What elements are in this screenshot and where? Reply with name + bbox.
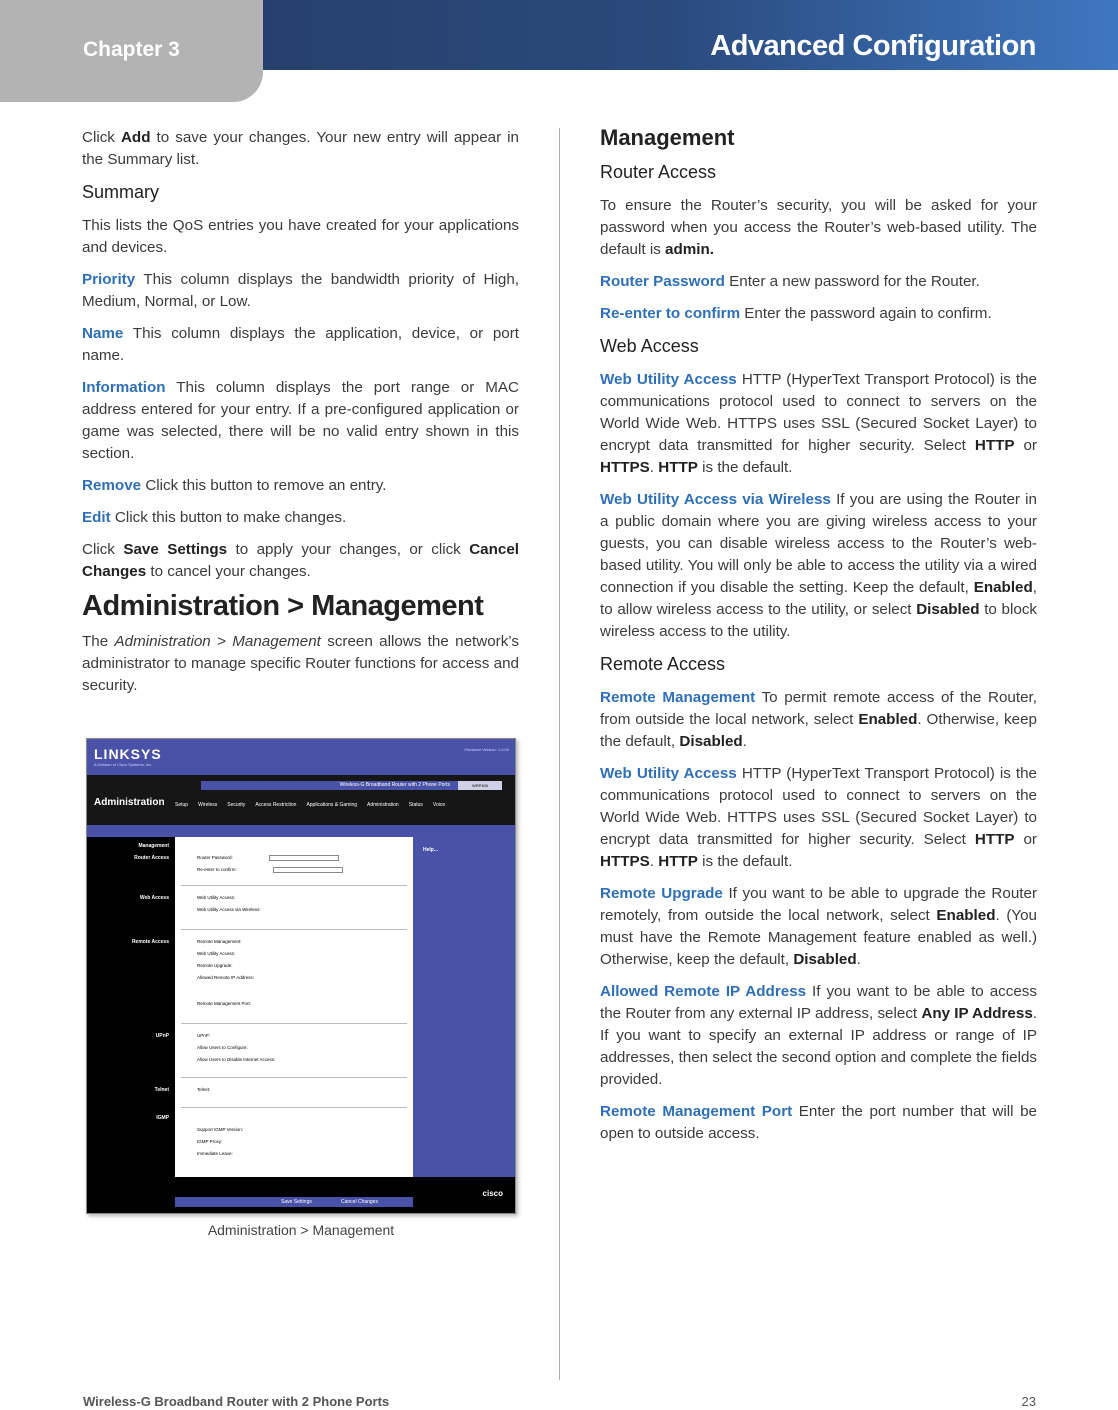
setting-row: Allow Users to Configure: (197, 1045, 248, 1050)
password-field (269, 855, 339, 861)
nav-tabs (175, 802, 455, 808)
remote-access-heading: Remote Access (600, 654, 726, 674)
product-name: Wireless-G Broadband Router with 2 Phone Ports (201, 781, 458, 790)
setting-row: Remote Management: (197, 939, 242, 944)
side-label: Router Access (134, 855, 169, 861)
priority-term: Priority (82, 271, 136, 288)
save-settings-button: Save Settings (281, 1199, 312, 1205)
setting-row: Remote Management Port: (197, 1001, 252, 1006)
tab: Applications & Gaming (306, 802, 358, 808)
text: This column displays the application, device, or port name. (82, 325, 519, 364)
text: If you want to be able to access the Router from any external IP address, select (600, 983, 1037, 1022)
setting-row: Remote Upgrade: (197, 963, 233, 968)
text: Enter the password again to confirm. (740, 305, 992, 322)
tab: Administration (367, 802, 399, 808)
side-label: Telnet (154, 1087, 169, 1093)
setting-row: Immediate Leave: (197, 1151, 233, 1156)
side-label: Management (138, 843, 169, 849)
text: The (82, 633, 115, 650)
save-paragraph (82, 539, 519, 583)
text: , to allow wireless access to the utility, or select (600, 579, 1037, 618)
edit-term: Edit (82, 509, 111, 526)
bold-text: Disabled (916, 601, 980, 618)
side-label: Web Access (139, 895, 169, 901)
bold-text: HTTPS (600, 853, 650, 870)
text: Enter the port number that will be open to outside access. (600, 1103, 1037, 1142)
remote-port-item (600, 1101, 1037, 1145)
button-bar (175, 1197, 413, 1207)
sub-tabs-bar (87, 825, 515, 837)
tab: Access Restriction (255, 802, 297, 808)
right-column (600, 127, 1037, 1155)
chapter-label: Chapter 3 (83, 38, 180, 61)
text: is the default. (697, 459, 793, 476)
router-password-term: Router Password (600, 273, 725, 290)
text: Click (82, 129, 121, 146)
cancel-changes-term: Cancel Changes (82, 541, 520, 580)
text: To ensure the Router’s security, you will be asked for your password when you access the Router’s web-based utility. The default is (600, 197, 1037, 258)
text: to save your changes. Your new entry will appear in the Summary list. (82, 129, 520, 168)
name-item (82, 323, 519, 367)
admin-heading: Administration > Management (82, 590, 484, 622)
web-access-heading: Web Access (600, 336, 699, 356)
divider (181, 1107, 407, 1108)
web-utility-item (600, 369, 1037, 479)
setting-row: Web Utility Access: (197, 895, 236, 900)
reenter-term: Re-enter to confirm (600, 305, 741, 322)
remote-upgrade-item (600, 883, 1037, 971)
text: Enter a new password for the Router. (724, 273, 980, 290)
text: to block wireless access to the utility. (600, 601, 1038, 640)
allowed-ip-item (600, 981, 1037, 1091)
text: screen allows the network’s administrator to manage specific Router functions for access and security. (82, 633, 519, 694)
management-heading: Management (600, 125, 735, 150)
admin-text (82, 631, 519, 697)
firmware-version: Firmware Version: 1.0.00 (464, 747, 509, 752)
text: . (You must have the Remote Management feature enabled as well.) Otherwise, keep the default, (600, 907, 1038, 968)
admin-management-screenshot (86, 738, 516, 1214)
screenshot-body (87, 837, 516, 1177)
web-wireless-item (600, 489, 1037, 643)
bold-text: HTTPS (600, 459, 650, 476)
edit-item (82, 507, 519, 529)
bold-text: HTTP (974, 437, 1015, 454)
text: To permit remote access of the Router, from outside the local network, select (600, 689, 1037, 728)
cancel-changes-button: Cancel Changes (341, 1199, 378, 1205)
text: . If you want to specify an external IP address or range of IP addresses, then select the second option and complete the fields provided. (600, 1005, 1038, 1088)
divider (181, 885, 407, 886)
help-panel (413, 837, 516, 1177)
text: Click this button to remove an entry. (141, 477, 387, 494)
side-label: Remote Access (131, 939, 169, 945)
router-access-text (600, 195, 1037, 261)
tab: Setup (175, 802, 189, 808)
save-settings-term: Save Settings (123, 541, 228, 558)
text: . (649, 459, 659, 476)
side-label: UPnP (155, 1033, 169, 1039)
bold-text: Disabled (793, 951, 857, 968)
setting-label: Router Password: (197, 855, 233, 861)
help-link: Help... (423, 847, 439, 853)
setting-row: Allowed Remote IP Address: (197, 975, 254, 980)
bold-text: Any IP Address (921, 1005, 1033, 1022)
priority-item (82, 269, 519, 313)
text: . Otherwise, keep the default, (600, 711, 1037, 750)
setting-row: IGMP Proxy: (197, 1139, 223, 1144)
setting-row: Web Utility Access: (197, 951, 236, 956)
text: If you want to be able to upgrade the Router remotely, from outside the local network, select (600, 885, 1038, 924)
bold-text: HTTP (974, 831, 1015, 848)
linksys-nav (87, 775, 515, 825)
remote-mgmt-term: Remote Management (600, 689, 756, 706)
setting-row: UPnP: (197, 1033, 211, 1038)
setting-row: Web Utility Access via Wireless: (197, 907, 261, 912)
remote-upgrade-term: Remote Upgrade (600, 885, 723, 902)
text: HTTP (HyperText Transport Protocol) is the communications protocol used to connect to servers on the World Wide Web. HTTPS uses SSL (Secured Socket Layer) to encrypt data transmitted for higher security. Select (600, 371, 1037, 454)
setting-label: Re-enter to confirm: (197, 867, 237, 873)
text: . (742, 733, 747, 750)
screenshot-bottom-bar (87, 1177, 516, 1214)
remote-web-term: Web Utility Access (600, 765, 737, 782)
text: Click (82, 541, 124, 558)
divider (181, 1077, 407, 1078)
bold-text: Disabled (679, 733, 743, 750)
linksys-top-bar (87, 739, 515, 775)
setting-row: Support IGMP Version: (197, 1127, 243, 1132)
section-title: Advanced Configuration (710, 30, 1036, 62)
router-access-heading: Router Access (600, 162, 717, 182)
remote-mgmt-item (600, 687, 1037, 753)
text: is the default. (697, 853, 793, 870)
section-name: Administration (94, 797, 165, 808)
default-password: admin. (665, 241, 714, 258)
remove-item (82, 475, 519, 497)
add-paragraph (82, 127, 519, 171)
setting-row: Allow Users to Disable Internet Access: (197, 1057, 276, 1062)
web-utility-term: Web Utility Access (600, 371, 737, 388)
tab: Voice (432, 802, 446, 808)
remove-term: Remove (82, 477, 142, 494)
cisco-logo: cisco (482, 1189, 503, 1198)
bold-text: HTTP (658, 853, 698, 870)
text: to apply your changes, or click (227, 541, 470, 558)
side-panel (87, 837, 175, 1177)
summary-heading: Summary (82, 182, 160, 202)
text: HTTP (HyperText Transport Protocol) is the communications protocol used to connect to servers on the World Wide Web. HTTPS uses SSL (Secured Socket Layer) to encrypt data transmitted for higher security. Select (600, 765, 1037, 848)
page-number: 23 (1021, 1394, 1036, 1409)
setting-row (197, 855, 339, 861)
tab: Security (227, 802, 246, 808)
linksys-logo: LINKSYS (94, 746, 162, 762)
bold-text: Enabled (858, 711, 918, 728)
remote-web-item (600, 763, 1037, 873)
text: or (1014, 831, 1037, 848)
text: Click this button to make changes. (110, 509, 347, 526)
name-term: Name (82, 325, 124, 342)
web-wireless-term: Web Utility Access via Wireless (600, 491, 831, 508)
summary-text: This lists the QoS entries you have created for your applications and devices. (82, 217, 519, 256)
text: This column displays the bandwidth priority of High, Medium, Normal, or Low. (82, 271, 519, 310)
left-column (82, 127, 519, 707)
side-label: IGMP (156, 1115, 169, 1121)
text: . (649, 853, 659, 870)
allowed-ip-term: Allowed Remote IP Address (600, 983, 807, 1000)
model-number: WRP400 (458, 781, 502, 790)
text: This column displays the port range or MAC address entered for your entry. If a pre-configured application or game was selected, there will be no valid entry shown in this section. (82, 379, 519, 462)
bold-text: HTTP (658, 459, 698, 476)
bold-text: Enabled (936, 907, 996, 924)
remote-port-term: Remote Management Port (600, 1103, 793, 1120)
tab: Status (408, 802, 423, 808)
divider (181, 1023, 407, 1024)
tab: Wireless (198, 802, 218, 808)
router-password-item (600, 271, 1037, 293)
text: to cancel your changes. (146, 563, 311, 580)
add-term: Add (120, 129, 151, 146)
bold-text: Enabled (973, 579, 1033, 596)
setting-row: Telnet: (197, 1087, 211, 1092)
information-item (82, 377, 519, 465)
text: . (856, 951, 861, 968)
setting-row (197, 867, 343, 873)
linksys-sub: A Division of Cisco Systems, Inc. (94, 762, 153, 767)
reenter-item (600, 303, 1037, 325)
admin-italic: Administration > Management (114, 633, 321, 650)
column-divider (559, 128, 560, 1380)
settings-panel (175, 837, 413, 1177)
footer-product: Wireless-G Broadband Router with 2 Phone Ports (83, 1394, 390, 1409)
screenshot-caption: Administration > Management (207, 1222, 395, 1238)
text: or (1014, 437, 1037, 454)
information-term: Information (82, 379, 166, 396)
password-field (273, 867, 343, 873)
divider (181, 929, 407, 930)
text: If you are using the Router in a public domain where you are giving wireless access to your guests, you can disable wireless access to the Router’s web-based utility. You will only be able to access the utility via a wired connection if you disable the setting. Keep the default, (600, 491, 1037, 596)
